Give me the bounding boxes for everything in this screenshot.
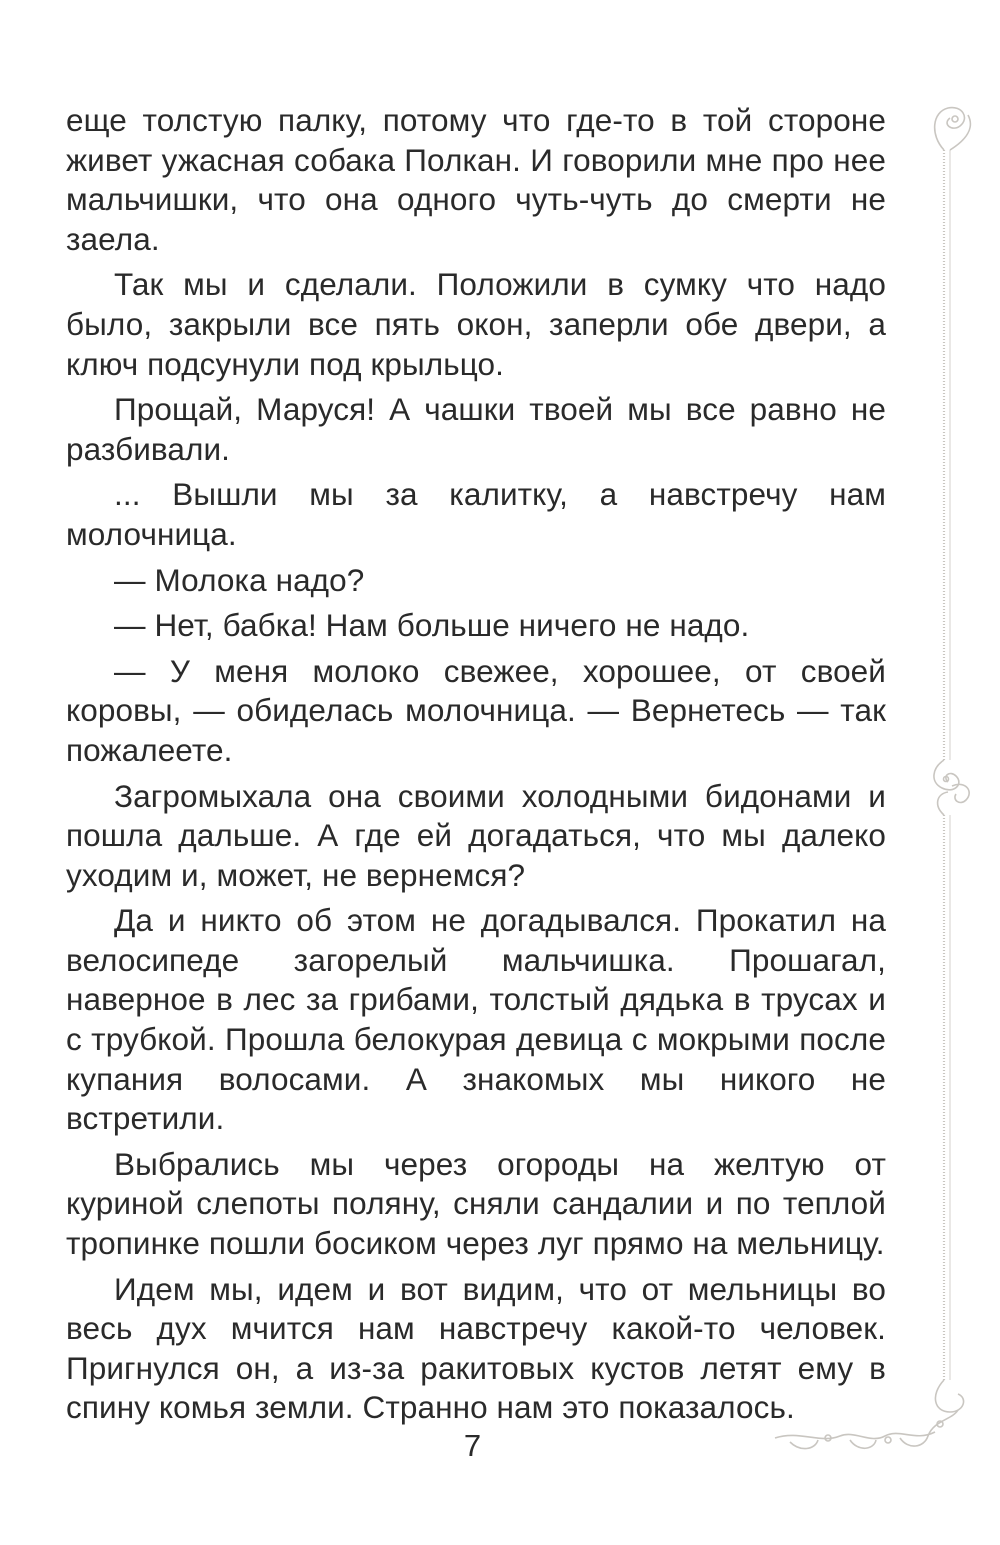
paragraph: Идем мы, идем и вот видим, что от мельницы во весь дух мчится нам навстречу какой-то человек. Пригнулся он, а из-за ракитовых кустов летят ему в спину комья земли. Странно нам это показалось.: [66, 1270, 886, 1426]
paragraph: Прощай, Маруся! А чашки твоей мы все равно не разбивали.: [66, 391, 886, 467]
paragraph: — Молока надо?: [114, 561, 365, 598]
body-text: [66, 101, 886, 1434]
paragraph: — У меня молоко свежее, хорошее, от своей коровы, — обиделась молочница. — Вернетесь — так пожалеете.: [66, 652, 886, 768]
paragraph: — Нет, бабка! Нам больше ничего не надо.: [114, 607, 750, 644]
paragraph: Да и никто об этом не догадывался. Прокатил на велосипеде загорелый мальчишка. Прошагал, наверное в лес за грибами, толстый дядька в трусах и с трубкой. Прошла белокурая девица с мокрыми после купания волосами. А знакомых мы никого не встретили.: [66, 902, 886, 1137]
paragraph: ... Вышли мы за калитку, а навстречу нам молочница.: [66, 476, 886, 552]
paragraph: Загромыхала она своими холодными бидонами и пошла дальше. А где ей догадаться, что мы далеко уходим и, может, не вернемся?: [66, 777, 886, 893]
paragraph: Так мы и сделали. Положили в сумку что надо было, закрыли все пять окон, заперли обе двери, а ключ подсунули под крыльцо.: [66, 266, 886, 382]
page-number: 7: [463, 1428, 482, 1463]
scroll-ornament-icon: [935, 108, 971, 150]
paragraph: Выбрались мы через огороды на желтую от куриной слепоты поляну, сняли сандалии и по теплой тропинке пошли босиком через луг прямо на мельницу.: [66, 1145, 886, 1262]
flourish-ornament-icon: [934, 760, 969, 815]
paragraph: еще толстую палку, потому что где-то в той стороне живет ужасная собака Полкан. И говорили мне про нее мальчишки, что она одного чуть-чуть до смерти не заела.: [66, 102, 886, 257]
